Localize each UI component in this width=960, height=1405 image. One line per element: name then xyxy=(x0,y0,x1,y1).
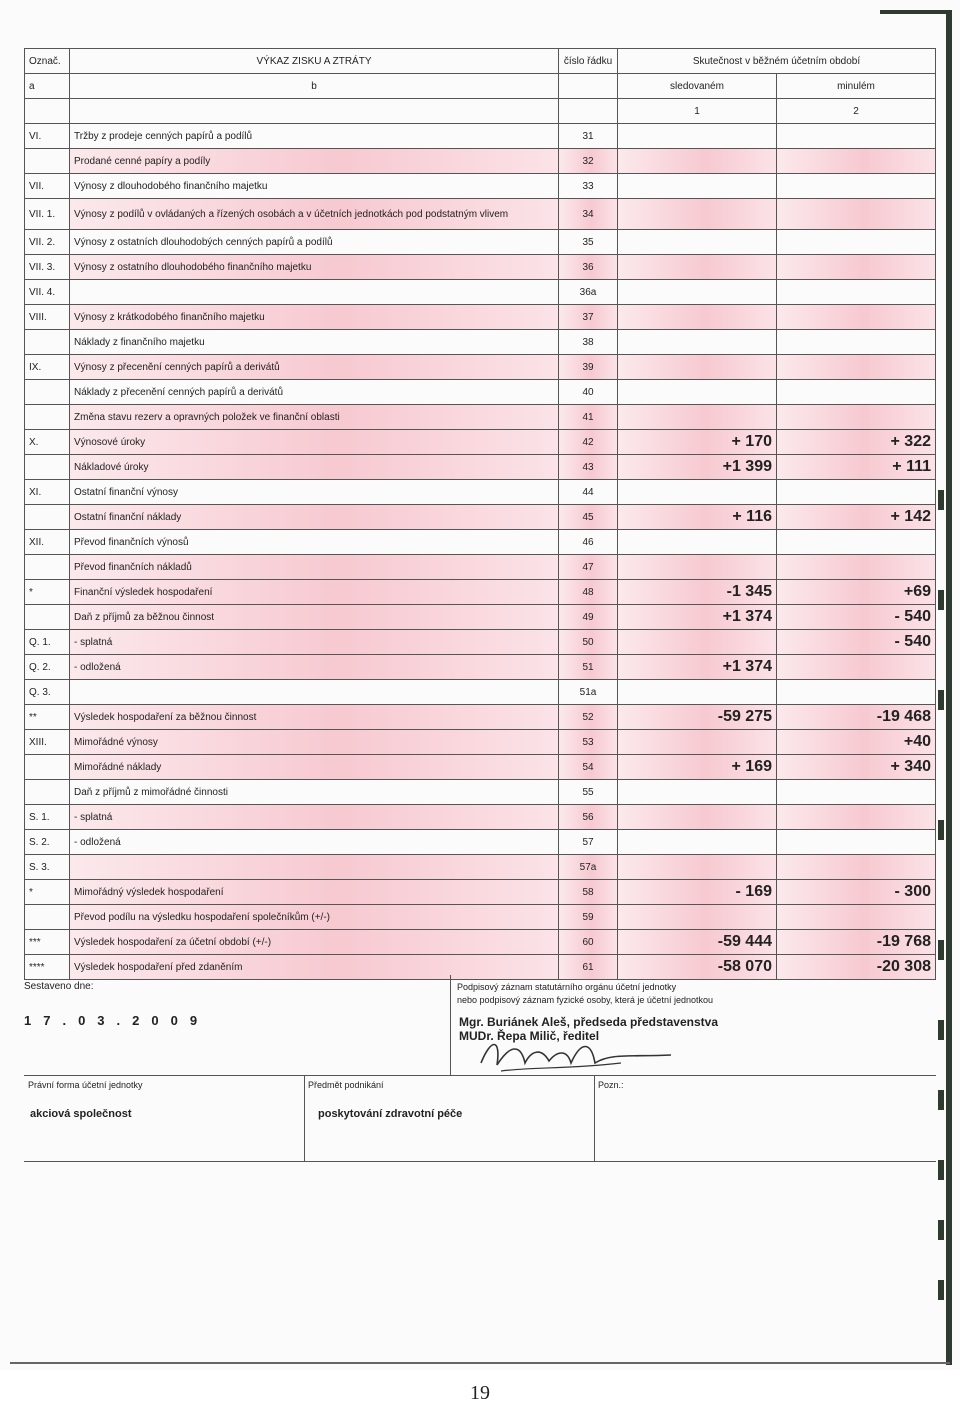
table-row xyxy=(25,455,936,480)
row-index xyxy=(25,555,70,580)
current-period-value xyxy=(618,380,777,405)
current-period-value xyxy=(618,305,777,330)
current-period-value: +1 374 xyxy=(618,605,777,630)
row-number: 55 xyxy=(559,780,618,805)
row-number: 32 xyxy=(559,149,618,174)
scan-edge-right xyxy=(946,10,952,1365)
current-period-value xyxy=(618,830,777,855)
table-row xyxy=(25,830,936,855)
current-period-value xyxy=(618,780,777,805)
current-period-value: +1 374 xyxy=(618,655,777,680)
row-label: Mimořádný výsledek hospodaření xyxy=(70,880,559,905)
row-label: Výsledek hospodaření za účetní období (+/-) xyxy=(70,930,559,955)
row-index xyxy=(25,780,70,805)
previous-period-value xyxy=(777,830,936,855)
row-label: Daň z příjmů z mimořádné činnosti xyxy=(70,780,559,805)
row-index: VII. xyxy=(25,174,70,199)
row-number: 42 xyxy=(559,430,618,455)
signature-caption-1: Podpisový záznam statutárního orgánu účetní jednotky xyxy=(457,982,677,992)
current-period-value xyxy=(618,855,777,880)
row-index: VII. 2. xyxy=(25,230,70,255)
current-period-value: + 116 xyxy=(618,505,777,530)
row-label: Výnosy z dlouhodobého finančního majetku xyxy=(70,174,559,199)
table-row xyxy=(25,174,936,199)
business-cell xyxy=(304,1076,595,1161)
table-row xyxy=(25,505,936,530)
row-number: 57a xyxy=(559,855,618,880)
signature-caption-2: nebo podpisový záznam fyzické osoby, která je účetní jednotkou xyxy=(457,995,713,1005)
table-row xyxy=(25,555,936,580)
row-number: 61 xyxy=(559,955,618,980)
legal-form-label: Právní forma účetní jednotky xyxy=(28,1080,143,1090)
column-number-2: 2 xyxy=(777,99,936,124)
previous-period-value: - 540 xyxy=(777,630,936,655)
scan-edge-bottom xyxy=(10,1362,950,1364)
table-row xyxy=(25,430,936,455)
current-period-value xyxy=(618,280,777,305)
row-index xyxy=(25,405,70,430)
previous-period-value xyxy=(777,199,936,230)
table-row xyxy=(25,605,936,630)
row-index: ** xyxy=(25,705,70,730)
row-index: *** xyxy=(25,930,70,955)
row-number: 56 xyxy=(559,805,618,830)
row-label: - odložená xyxy=(70,655,559,680)
header-actual-value: Skutečnost v běžném účetním období xyxy=(618,49,936,74)
table-row xyxy=(25,199,936,230)
row-label xyxy=(70,680,559,705)
row-index: S. 3. xyxy=(25,855,70,880)
table-row xyxy=(25,305,936,330)
row-number: 48 xyxy=(559,580,618,605)
row-label: Výnosy z krátkodobého finančního majetku xyxy=(70,305,559,330)
subheader-b: b xyxy=(70,74,559,99)
row-label: - odložená xyxy=(70,830,559,855)
previous-period-value: -20 308 xyxy=(777,955,936,980)
row-index xyxy=(25,505,70,530)
row-index xyxy=(25,149,70,174)
current-period-value xyxy=(618,480,777,505)
current-period-value: + 170 xyxy=(618,430,777,455)
row-index xyxy=(25,380,70,405)
row-label: Nákladové úroky xyxy=(70,455,559,480)
row-index: IX. xyxy=(25,355,70,380)
current-period-value xyxy=(618,255,777,280)
row-number: 38 xyxy=(559,330,618,355)
table-row xyxy=(25,530,936,555)
row-index: S. 2. xyxy=(25,830,70,855)
row-index: * xyxy=(25,580,70,605)
row-label: Mimořádné náklady xyxy=(70,755,559,780)
row-number: 35 xyxy=(559,230,618,255)
current-period-value xyxy=(618,199,777,230)
footer-info-row xyxy=(24,1075,936,1162)
row-index: X. xyxy=(25,430,70,455)
row-number: 33 xyxy=(559,174,618,199)
row-number: 45 xyxy=(559,505,618,530)
table-row xyxy=(25,124,936,149)
previous-period-value xyxy=(777,405,936,430)
table-row xyxy=(25,705,936,730)
signature-box xyxy=(450,975,937,1075)
row-label: Ostatní finanční výnosy xyxy=(70,480,559,505)
business-value: poskytování zdravotní péče xyxy=(318,1108,463,1120)
row-number: 43 xyxy=(559,455,618,480)
row-index xyxy=(25,905,70,930)
table-header-row xyxy=(25,49,936,74)
row-label: Prodané cenné papíry a podíly xyxy=(70,149,559,174)
row-number: 51a xyxy=(559,680,618,705)
current-period-value: -1 345 xyxy=(618,580,777,605)
previous-period-value xyxy=(777,355,936,380)
previous-period-value: -19 768 xyxy=(777,930,936,955)
table-row xyxy=(25,630,936,655)
row-label xyxy=(70,855,559,880)
current-period-value xyxy=(618,555,777,580)
row-number: 47 xyxy=(559,555,618,580)
previous-period-value xyxy=(777,530,936,555)
handwritten-signature xyxy=(471,1033,691,1077)
previous-period-value: - 300 xyxy=(777,880,936,905)
table-row xyxy=(25,380,936,405)
row-index xyxy=(25,755,70,780)
current-period-value: -59 275 xyxy=(618,705,777,730)
table-row xyxy=(25,905,936,930)
row-label: - splatná xyxy=(70,805,559,830)
previous-period-value xyxy=(777,555,936,580)
page-number: 19 xyxy=(470,1382,490,1404)
previous-period-value xyxy=(777,805,936,830)
row-number: 52 xyxy=(559,705,618,730)
form-footer xyxy=(24,975,936,1160)
row-number: 58 xyxy=(559,880,618,905)
business-label: Předmět podnikání xyxy=(308,1080,384,1090)
row-number: 31 xyxy=(559,124,618,149)
table-row xyxy=(25,255,936,280)
previous-period-value xyxy=(777,174,936,199)
table-row xyxy=(25,330,936,355)
previous-period-value xyxy=(777,855,936,880)
row-number: 50 xyxy=(559,630,618,655)
row-number: 46 xyxy=(559,530,618,555)
row-label: Změna stavu rezerv a opravných položek ve finanční oblasti xyxy=(70,405,559,430)
row-index: XII. xyxy=(25,530,70,555)
table-row xyxy=(25,730,936,755)
row-number: 57 xyxy=(559,830,618,855)
row-index: XI. xyxy=(25,480,70,505)
legal-form-value: akciová společnost xyxy=(30,1108,132,1120)
row-label: - splatná xyxy=(70,630,559,655)
previous-period-value: +40 xyxy=(777,730,936,755)
header-current-period: sledovaném xyxy=(618,74,777,99)
previous-period-value xyxy=(777,255,936,280)
previous-period-value: - 540 xyxy=(777,605,936,630)
row-index xyxy=(25,330,70,355)
previous-period-value: +69 xyxy=(777,580,936,605)
table-row xyxy=(25,580,936,605)
previous-period-value: -19 468 xyxy=(777,705,936,730)
row-number: 36 xyxy=(559,255,618,280)
row-index: XIII. xyxy=(25,730,70,755)
previous-period-value xyxy=(777,380,936,405)
row-label: Převod finančních nákladů xyxy=(70,555,559,580)
previous-period-value xyxy=(777,680,936,705)
previous-period-value xyxy=(777,655,936,680)
row-label: Finanční výsledek hospodaření xyxy=(70,580,559,605)
current-period-value xyxy=(618,630,777,655)
current-period-value xyxy=(618,680,777,705)
scan-edge-top xyxy=(880,10,952,14)
row-label: Výsledek hospodaření za běžnou činnost xyxy=(70,705,559,730)
current-period-value xyxy=(618,905,777,930)
row-index: VII. 3. xyxy=(25,255,70,280)
row-index: VI. xyxy=(25,124,70,149)
current-period-value: +1 399 xyxy=(618,455,777,480)
signer-director: MUDr. Řepa Milič, ředitel xyxy=(459,1029,600,1043)
row-index: VII. 4. xyxy=(25,280,70,305)
row-label: Výnosy z přecenění cenných papírů a derivátů xyxy=(70,355,559,380)
column-number-1: 1 xyxy=(618,99,777,124)
current-period-value: -59 444 xyxy=(618,930,777,955)
table-row xyxy=(25,355,936,380)
header-previous-period: minulém xyxy=(777,74,936,99)
table-row xyxy=(25,805,936,830)
legal-form-cell xyxy=(24,1076,305,1161)
previous-period-value xyxy=(777,305,936,330)
previous-period-value: + 340 xyxy=(777,755,936,780)
row-label: Ostatní finanční náklady xyxy=(70,505,559,530)
row-label: Mimořádné výnosy xyxy=(70,730,559,755)
current-period-value xyxy=(618,405,777,430)
current-period-value xyxy=(618,730,777,755)
row-label: Převod finančních výnosů xyxy=(70,530,559,555)
row-label: Náklady z finančního majetku xyxy=(70,330,559,355)
row-label: Daň z příjmů za běžnou činnost xyxy=(70,605,559,630)
row-label: Převod podílu na výsledku hospodaření společníkům (+/-) xyxy=(70,905,559,930)
table-row xyxy=(25,405,936,430)
table-row xyxy=(25,855,936,880)
row-number: 49 xyxy=(559,605,618,630)
current-period-value xyxy=(618,805,777,830)
current-period-value: + 169 xyxy=(618,755,777,780)
row-number: 36a xyxy=(559,280,618,305)
previous-period-value xyxy=(777,230,936,255)
previous-period-value xyxy=(777,480,936,505)
previous-period-value xyxy=(777,280,936,305)
table-row xyxy=(25,480,936,505)
row-label: Výsledek hospodaření před zdaněním xyxy=(70,955,559,980)
current-period-value xyxy=(618,330,777,355)
row-index: VII. 1. xyxy=(25,199,70,230)
table-row xyxy=(25,755,936,780)
compiled-date: 17.03.2009 xyxy=(24,1013,210,1028)
row-number: 39 xyxy=(559,355,618,380)
current-period-value xyxy=(618,174,777,199)
note-label: Pozn.: xyxy=(598,1080,624,1090)
row-index: Q. 2. xyxy=(25,655,70,680)
row-number: 44 xyxy=(559,480,618,505)
table-row xyxy=(25,680,936,705)
row-index xyxy=(25,455,70,480)
current-period-value xyxy=(618,355,777,380)
row-label xyxy=(70,280,559,305)
row-number: 54 xyxy=(559,755,618,780)
current-period-value: - 169 xyxy=(618,880,777,905)
previous-period-value xyxy=(777,149,936,174)
previous-period-value xyxy=(777,780,936,805)
current-period-value: -58 070 xyxy=(618,955,777,980)
previous-period-value xyxy=(777,330,936,355)
row-index xyxy=(25,605,70,630)
row-index: * xyxy=(25,880,70,905)
previous-period-value: + 322 xyxy=(777,430,936,455)
row-number: 40 xyxy=(559,380,618,405)
current-period-value xyxy=(618,530,777,555)
table-row xyxy=(25,930,936,955)
row-number: 59 xyxy=(559,905,618,930)
table-row xyxy=(25,880,936,905)
table-column-numbers-row xyxy=(25,99,936,124)
table-subheader-row xyxy=(25,74,936,99)
row-index: Q. 3. xyxy=(25,680,70,705)
row-label: Náklady z přecenění cenných papírů a derivátů xyxy=(70,380,559,405)
row-label: Tržby z prodeje cenných papírů a podílů xyxy=(70,124,559,149)
row-label: Výnosy z podílů v ovládaných a řízených osobách a v účetních jednotkách pod podstatným vlivem xyxy=(70,199,559,230)
header-col-a: Označ. xyxy=(25,49,70,74)
row-index: VIII. xyxy=(25,305,70,330)
previous-period-value xyxy=(777,905,936,930)
previous-period-value: + 111 xyxy=(777,455,936,480)
subheader-a: a xyxy=(25,74,70,99)
profit-loss-table xyxy=(24,48,936,980)
table-body xyxy=(25,124,936,980)
row-label: Výnosy z ostatního dlouhodobého finančního majetku xyxy=(70,255,559,280)
row-label: Výnosy z ostatních dlouhodobých cenných papírů a podílů xyxy=(70,230,559,255)
row-label: Výnosové úroky xyxy=(70,430,559,455)
header-row-number: číslo řádku xyxy=(559,49,618,74)
row-number: 41 xyxy=(559,405,618,430)
previous-period-value xyxy=(777,124,936,149)
row-index: **** xyxy=(25,955,70,980)
current-period-value xyxy=(618,230,777,255)
compiled-date-label: Sestaveno dne: xyxy=(24,981,94,992)
row-number: 60 xyxy=(559,930,618,955)
row-number: 51 xyxy=(559,655,618,680)
row-number: 37 xyxy=(559,305,618,330)
statement-title: VÝKAZ ZISKU A ZTRÁTY xyxy=(70,49,559,74)
signer-chairman: Mgr. Buriánek Aleš, předseda představenstva xyxy=(459,1015,718,1029)
row-number: 53 xyxy=(559,730,618,755)
row-index: S. 1. xyxy=(25,805,70,830)
previous-period-value: + 142 xyxy=(777,505,936,530)
table-row xyxy=(25,655,936,680)
table-row xyxy=(25,149,936,174)
table-row xyxy=(25,280,936,305)
row-number: 34 xyxy=(559,199,618,230)
note-cell xyxy=(594,1076,936,1161)
table-row xyxy=(25,230,936,255)
row-index: Q. 1. xyxy=(25,630,70,655)
current-period-value xyxy=(618,149,777,174)
table-row xyxy=(25,780,936,805)
current-period-value xyxy=(618,124,777,149)
